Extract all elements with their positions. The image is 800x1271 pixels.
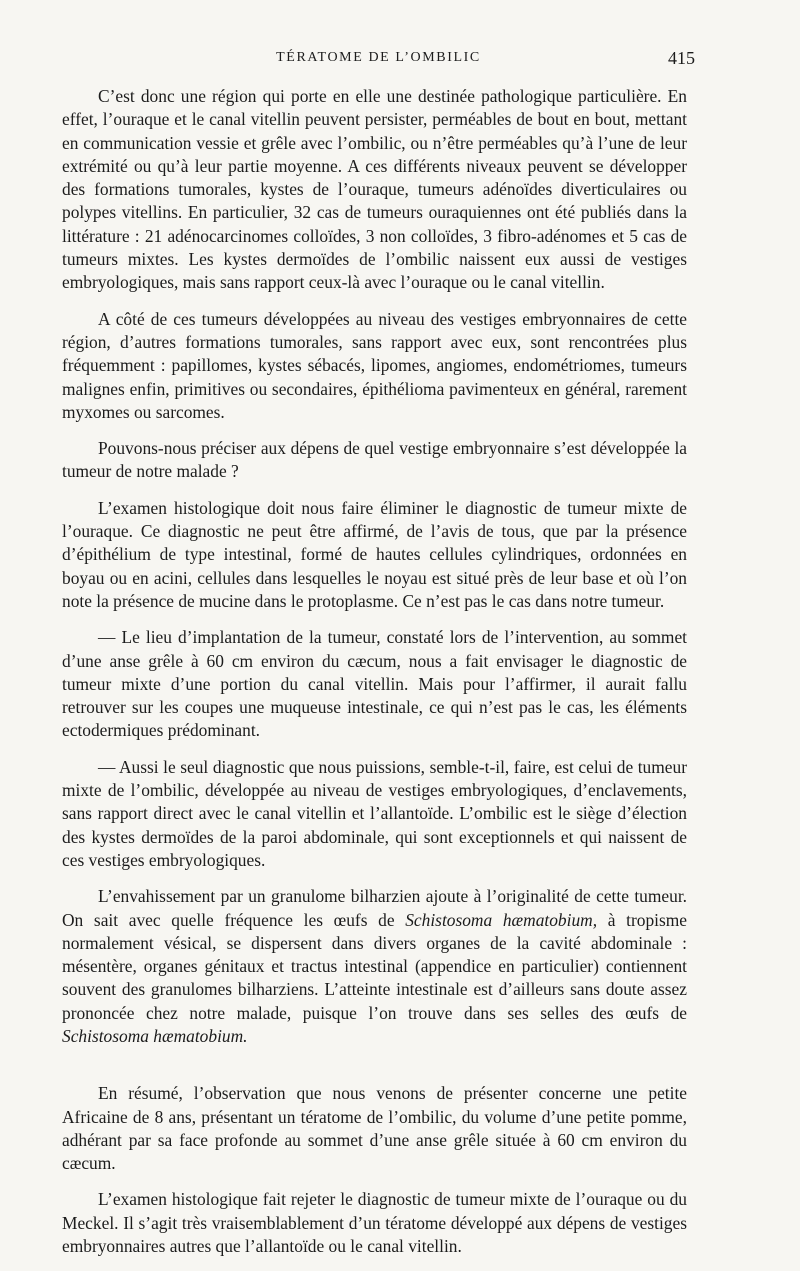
paragraph [62,497,687,613]
species-name-italic: Schistosoma hæmatobium. [62,1025,248,1046]
paragraph [62,626,687,742]
paragraph-text: à tropisme normalement vésical, se dispersent dans divers organes de la cavité abdominale : mésentère, organes génitaux et tractus intestinal (appendice en particulier) contiennent souvent des granulomes bilharziens. L’atteinte intestinale est d’ailleurs sans doute assez prononcée chez notre malade, puisque l’on trouve dans ses selles des œufs de [62,909,688,1023]
paragraph-text: A côté de ces tumeurs développées au niveau des vestiges embryonnaires de cette région, d’autres formations tumorales, sans rapport avec eux, sont rencontrées plus fréquemment : papillomes, kystes sébacés, lipomes, angiomes, endométriomes, tumeurs malignes enfin, primitives ou secondaires, épithélioma pavimenteux en général, rarement myxomes ou sarcomes. [62,308,687,422]
paragraph [62,1188,687,1258]
paragraph [62,437,687,484]
paragraph-text: Pouvons-nous préciser aux dépens de quel vestige embryonnaire s’est développée la tumeur de notre malade ? [62,438,687,482]
paragraph-text: L’examen histologique doit nous faire éliminer le diagnostic de tumeur mixte de l’ouraque. Ce diagnostic ne peut être affirmé, de l’avis de tous, que par la présence d’épithélium de type intestinal, formé de hautes cellules cylindriques, ordonnées en boyau ou en acini, cellules dans lesquelles le noyau est situé près de leur base et où l’on note la présence de mucine dans le protoplasme. Ce n’est pas le cas dans notre tumeur. [62,497,687,611]
paragraph [62,1082,687,1175]
paragraph-text: En résumé, l’observation que nous venons de présenter concerne une petite Africaine de 8 ans, présentant un tératome de l’ombilic, du volume d’une petite pomme, adhérant par sa face profonde au sommet d’une anse grêle située à 60 cm environ du cæcum. [62,1083,687,1174]
paragraph [62,85,687,295]
species-name-italic: Schistosoma hæmatobium, [405,909,598,930]
paragraph-text: — Le lieu d’implantation de la tumeur, constaté lors de l’intervention, au sommet d’une anse grêle à 60 cm environ du cæcum, nous a fait envisager le diagnostic de tumeur mixte d’une portion du canal vitellin. Mais pour l’affirmer, il aurait fallu retrouver sur les coupes une muqueuse intestinale, ce qui n’est pas le cas, les éléments ectodermiques prédominant. [62,627,687,741]
paragraph-text: C’est donc une région qui porte en elle une destinée pathologique particulière. En effet, l’ouraque et le canal vitellin peuvent persister, perméables de bout en bout, mettant en communication vessie et grêle avec l’ombilic, ou n’être perméables qu’à l’une de leur extrémité ou qu’à leur partie moyenne. A ces différents niveaux peuvent se développer des formations tumorales, kystes de l’ouraque, tumeurs adénoïdes diverticulaires ou polypes vitellins. En particulier, 32 cas de tumeurs ouraquiennes ont été publiés dans la littérature : 21 adénocarcinomes colloïdes, 3 non colloïdes, 3 fibro-adénomes et 5 cas de tumeurs mixtes. Les kystes dermoïdes de l’ombilic naissent eux aussi de vestiges embryologiques, mais sans rapport ceux-là avec l’ouraque ou le canal vitellin. [62,86,687,293]
paragraph-text: L’examen histologique fait rejeter le diagnostic de tumeur mixte de l’ouraque ou du Meckel. Il s’agit très vraisemblablement d’un tératome développé aux dépens de vestiges embryonnaires autres que l’allantoïde ou le canal vitellin. [62,1189,687,1257]
paragraph [62,885,687,1048]
paragraph-text: — Aussi le seul diagnostic que nous puissions, semble-t-il, faire, est celui de tumeur mixte de l’ombilic, développée au niveau de vestiges embryologiques, d’enclavements, sans rapport direct avec le canal vitellin et l’allantoïde. L’ombilic est le siège d’élection des kystes dermoïdes de la paroi abdominale, qui sont exceptionnels et qui naissent de ces vestiges embryologiques. [62,756,687,870]
paragraph [62,308,687,424]
article-body [62,85,687,1271]
paragraph [62,756,687,872]
page-header [62,50,695,74]
page-number: 415 [668,48,695,68]
running-title: TÉRATOME DE L’OMBILIC [276,50,481,65]
paragraph-text: L’envahissement par un granulome bilharzien ajoute à l’originalité de cette tumeur. On sait avec quelle fréquence les œufs de [62,886,687,930]
